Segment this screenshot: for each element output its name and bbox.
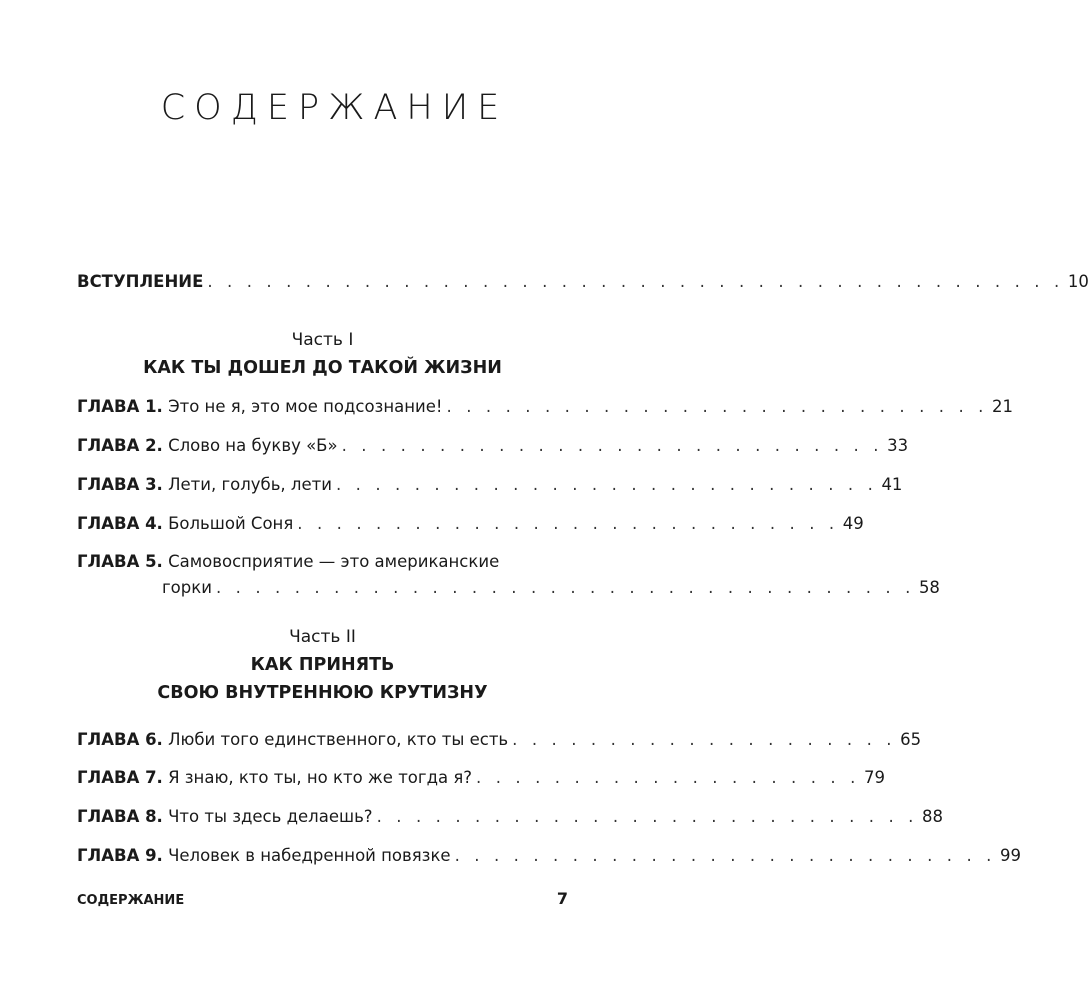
folio-page-number: 7 (556, 889, 568, 908)
leader-dots: . . . . . . . . . . . . . . . . . . . . . . . . . . . . (341, 436, 884, 455)
leader-dots: . . . . . . . . . . . . . . . . . . . . . . . . . . . . (297, 514, 839, 533)
toc-entry-chapter-6[interactable] (77, 729, 922, 751)
chapter-title: Слово на букву «Б» (168, 436, 338, 455)
page-number: 10 (1067, 272, 1089, 291)
toc-entry-chapter-9[interactable] (77, 845, 1022, 867)
leader-dots: . . . . . . . . . . . . . . . . . . . . (476, 768, 860, 787)
chapter-title-continued: горки (162, 578, 212, 597)
page-number: 65 (900, 730, 922, 749)
chapter-label: ГЛАВА 7. (77, 768, 163, 787)
chapter-title: Лети, голубь, лети (168, 475, 332, 494)
chapter-title: Это не я, это мое подсознание! (168, 397, 443, 416)
page-number: 58 (918, 578, 940, 597)
part-title: СВОЮ ВНУТРЕННЮЮ КРУТИЗНУ (157, 683, 488, 703)
toc-entry-chapter-5[interactable] (77, 551, 940, 599)
chapter-title: Большой Соня (168, 514, 294, 533)
chapter-label: ГЛАВА 9. (77, 846, 163, 865)
leader-dots: . . . . . . . . . . . . . . . . . . . . . . . . . . . . (454, 846, 997, 865)
chapter-title: Самовосприятие — это американские (168, 552, 500, 571)
page-number: 41 (881, 475, 903, 494)
chapter-label: ГЛАВА 2. (77, 436, 163, 455)
page-number: 99 (1000, 846, 1022, 865)
toc-entry-intro[interactable] (77, 271, 1089, 293)
toc-entry-chapter-3[interactable] (77, 474, 903, 496)
chapter-title: Что ты здесь делаешь? (168, 807, 373, 826)
page-title: СОДЕРЖАНИЕ (160, 88, 509, 128)
toc-entry-chapter-8[interactable] (77, 806, 944, 828)
table-of-contents (77, 0, 1089, 1001)
page-number: 79 (863, 768, 885, 787)
page-number: 33 (887, 436, 909, 455)
toc-entry-chapter-4[interactable] (77, 513, 864, 535)
leader-dots: . . . . . . . . . . . . . . . . . . . . . . . . . . . . . . . . . . . . . . . . . . . . (207, 272, 1064, 291)
chapter-title: Люби того единственного, кто ты есть (168, 730, 509, 749)
part-title: КАК ПРИНЯТЬ (250, 655, 395, 675)
page-number: 21 (991, 397, 1013, 416)
part-title: КАК ТЫ ДОШЕЛ ДО ТАКОЙ ЖИЗНИ (143, 358, 502, 378)
chapter-label: ГЛАВА 1. (77, 397, 163, 416)
toc-entry-chapter-2[interactable] (77, 435, 909, 457)
intro-label: ВСТУПЛЕНИЕ (77, 272, 204, 291)
leader-dots: . . . . . . . . . . . . . . . . . . . . . . . . . . . . . . . . . . . . (215, 578, 915, 597)
chapter-label: ГЛАВА 3. (77, 475, 163, 494)
leader-dots: . . . . . . . . . . . . . . . . . . . . . . . . . . . . (335, 475, 878, 494)
running-footer: СОДЕРЖАНИЕ (77, 893, 185, 908)
part-heading: Часть I (291, 330, 354, 350)
part-heading: Часть II (289, 627, 356, 647)
leader-dots: . . . . . . . . . . . . . . . . . . . . . . . . . . . . (376, 807, 919, 826)
chapter-label: ГЛАВА 5. (77, 552, 163, 571)
toc-entry-chapter-1[interactable] (77, 396, 1013, 418)
chapter-label: ГЛАВА 8. (77, 807, 163, 826)
page-number: 49 (842, 514, 864, 533)
leader-dots: . . . . . . . . . . . . . . . . . . . . (512, 730, 897, 749)
chapter-label: ГЛАВА 4. (77, 514, 163, 533)
leader-dots: . . . . . . . . . . . . . . . . . . . . . . . . . . . . (446, 397, 988, 416)
chapter-title: Человек в набедренной повязке (168, 846, 451, 865)
chapter-title: Я знаю, кто ты, но кто же тогда я? (168, 768, 473, 787)
chapter-label: ГЛАВА 6. (77, 730, 163, 749)
toc-entry-chapter-7[interactable] (77, 767, 885, 789)
page-number: 88 (922, 807, 944, 826)
